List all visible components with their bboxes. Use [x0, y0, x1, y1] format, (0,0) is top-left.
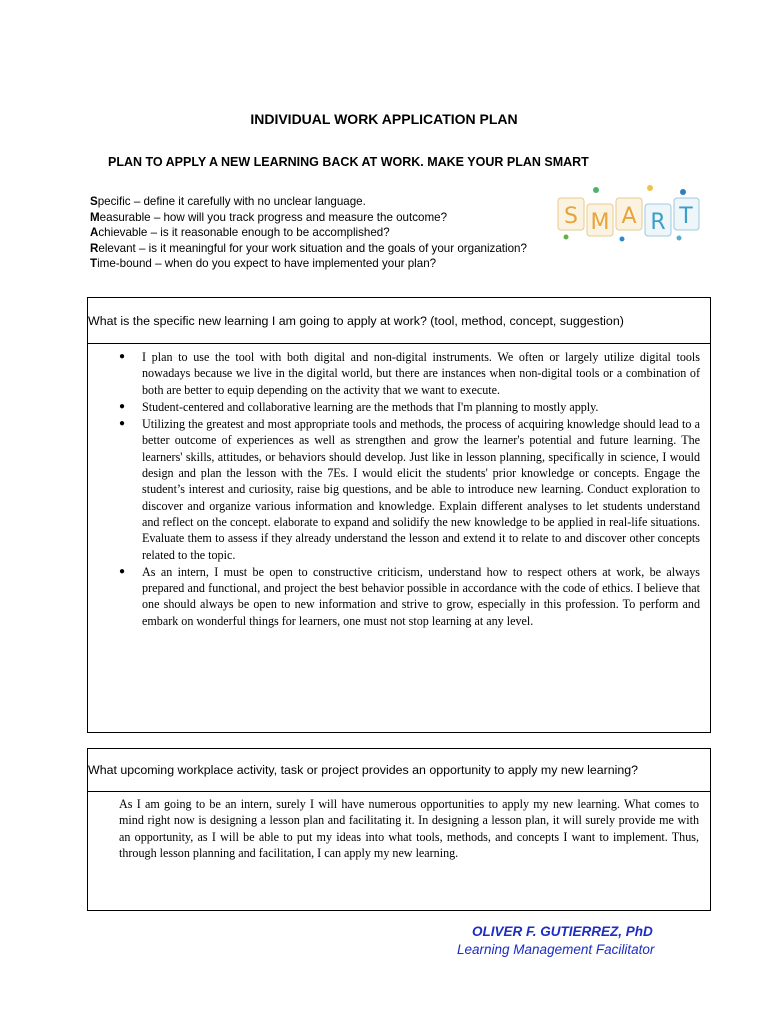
- bullet-icon: ●: [119, 418, 126, 430]
- bullet-icon: ●: [119, 400, 126, 412]
- criteria-time-bound: Time-bound – when do you expect to have implemented your plan?: [90, 257, 437, 271]
- opportunity-answer: As I am going to be an intern, surely I will have numerous opportunities to apply my new learning. What comes to mind right now is designing a lesson plan and facilitating it. In designing a lesson plan, it will surely provide me with an opportunity, as I will be able to put my ideas into what tools, methods, and concepts I want to implement. Thus, through lesson planning and facilitation, I can apply my new learning.: [119, 797, 699, 860]
- logo-letter-a: A: [621, 204, 637, 229]
- logo-letter-r: R: [650, 210, 666, 235]
- facilitator-name: OLIVER F. GUTIERREZ, PhD: [472, 924, 653, 939]
- logo-letter-s: S: [564, 204, 578, 229]
- list-item: ● I plan to use the tool with both digital and non-digital instruments. We often or largely utilize digital tools nowadays because we live in the digital world, but there are instances when non-digital tools or a combination of both are better to equip depending on the activity that we want to execute.: [119, 350, 700, 397]
- logo-dot: [680, 189, 686, 195]
- opportunity-box: [87, 748, 711, 911]
- learning-answer-list: [119, 349, 700, 630]
- logo-dot: [620, 237, 625, 242]
- list-item: ● Student-centered and collaborative learning are the methods that I'm planning to mostly apply.: [119, 399, 599, 414]
- document-title: INDIVIDUAL WORK APPLICATION PLAN: [250, 111, 518, 127]
- bullet-icon: ●: [119, 565, 126, 577]
- smart-criteria-list: [90, 194, 527, 272]
- question-specific-learning: What is the specific new learning I am going to apply at work? (tool, method, concept, suggestion): [88, 298, 710, 344]
- logo-letter-m: M: [590, 210, 610, 235]
- learning-box: [87, 297, 711, 733]
- criteria-specific: Specific – define it carefully with no unclear language.: [90, 195, 366, 208]
- bullet-icon: ●: [119, 351, 126, 362]
- criteria-measurable: Measurable – how will you track progress and measure the outcome?: [90, 210, 448, 224]
- logo-dot: [677, 236, 682, 241]
- logo-dot: [647, 185, 653, 191]
- criteria-achievable: Achievable – is it reasonable enough to be accomplished?: [90, 226, 390, 240]
- list-item: ● Utilizing the greatest and most appropriate tools and methods, the process of acquiring knowledge should lead to a better outcome of experiences as well as strengthen and grow the learner's potential and future learning. The learners' skills, attitudes, or behaviors should develop. Just like in lesson planning, specifically in science, I would design and plan the lesson with the 7Es. I would elicit the students' prior knowledge or concepts. Engage the student’s interest and curiosity, raise big questions, and be able to introduce new learning. Conduct exploration to discover and organize various information and knowledge. Explain different analyses to let students understand and reflect on the concept. elaborate to expand and solidify the new knowledge to be applied in real-life situations. Evaluate them to assess if they already understand the lesson and extend it to relate to and discover other concepts related to the topic.: [119, 417, 700, 562]
- smart-logo: [556, 182, 701, 244]
- logo-dot: [593, 187, 599, 193]
- logo-dot: [564, 235, 569, 240]
- question-workplace-opportunity: What upcoming workplace activity, task or project provides an opportunity to apply my new learning?: [88, 749, 710, 792]
- logo-letter-t: T: [679, 204, 693, 229]
- criteria-relevant: Relevant – is it meaningful for your work situation and the goals of your organization?: [90, 241, 527, 255]
- facilitator-role: Learning Management Facilitator: [457, 942, 655, 957]
- list-item: ● As an intern, I must be open to constructive criticism, understand how to respect others at work, be always prepared and functional, and project the best behavior possible in accordance with the code of ethics. I believe that one should always be open to new information and strive to grow, especially in this profession. To perform and embark on wonderful things for learners, one must not stop learning at any level.: [119, 564, 700, 628]
- document-subtitle: PLAN TO APPLY A NEW LEARNING BACK AT WORK. MAKE YOUR PLAN SMART: [108, 155, 589, 169]
